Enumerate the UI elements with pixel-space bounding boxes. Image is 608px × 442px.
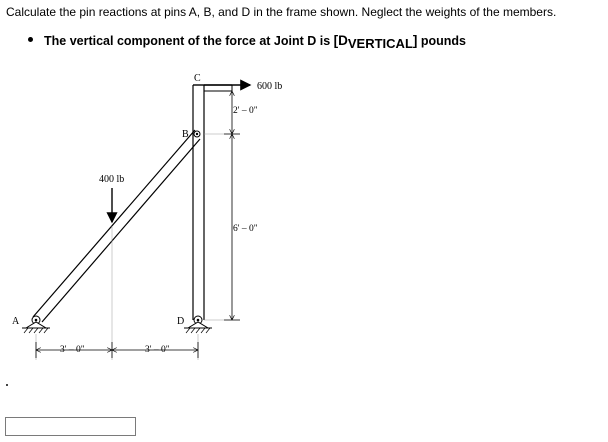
answer-input[interactable] (5, 417, 136, 436)
projection-lines (36, 226, 198, 360)
prompt-variable-close: ] (412, 33, 418, 48)
prompt-variable-open: [D (333, 33, 348, 48)
prompt-text-after: pounds (417, 34, 466, 48)
support-a (22, 316, 50, 333)
dim-label-bottom-right: 3' – 0" (145, 345, 170, 355)
label-a: A (12, 316, 20, 327)
label-b: B (182, 129, 189, 140)
prompt-text (44, 33, 466, 51)
load-label-400: 400 lb (99, 174, 125, 185)
prompt-variable-sub: VERTICAL (347, 36, 413, 51)
label-c: C (194, 73, 201, 84)
load-label-600: 600 lb (257, 81, 283, 92)
support-d (184, 316, 212, 333)
prompt-variable (333, 33, 418, 51)
label-d: D (177, 316, 185, 327)
stray-dot (6, 384, 8, 386)
member-cd (193, 85, 204, 320)
member-ab (33, 130, 200, 322)
dim-label-right: 6' – 0" (233, 224, 258, 234)
dim-label-bottom-left: 3' – 0" (60, 345, 85, 355)
pin-b (194, 131, 200, 137)
bullet-icon (28, 37, 33, 42)
frame-diagram (0, 60, 608, 380)
dim-label-top: 2' – 0" (233, 106, 258, 116)
member-top (193, 85, 232, 91)
dimension-right (204, 91, 240, 320)
prompt-text-before: The vertical component of the force at Joint D is (44, 34, 334, 48)
question-text: Calculate the pin reactions at pins A, B, and D in the frame shown. Neglect the weights of the members. (6, 5, 557, 19)
